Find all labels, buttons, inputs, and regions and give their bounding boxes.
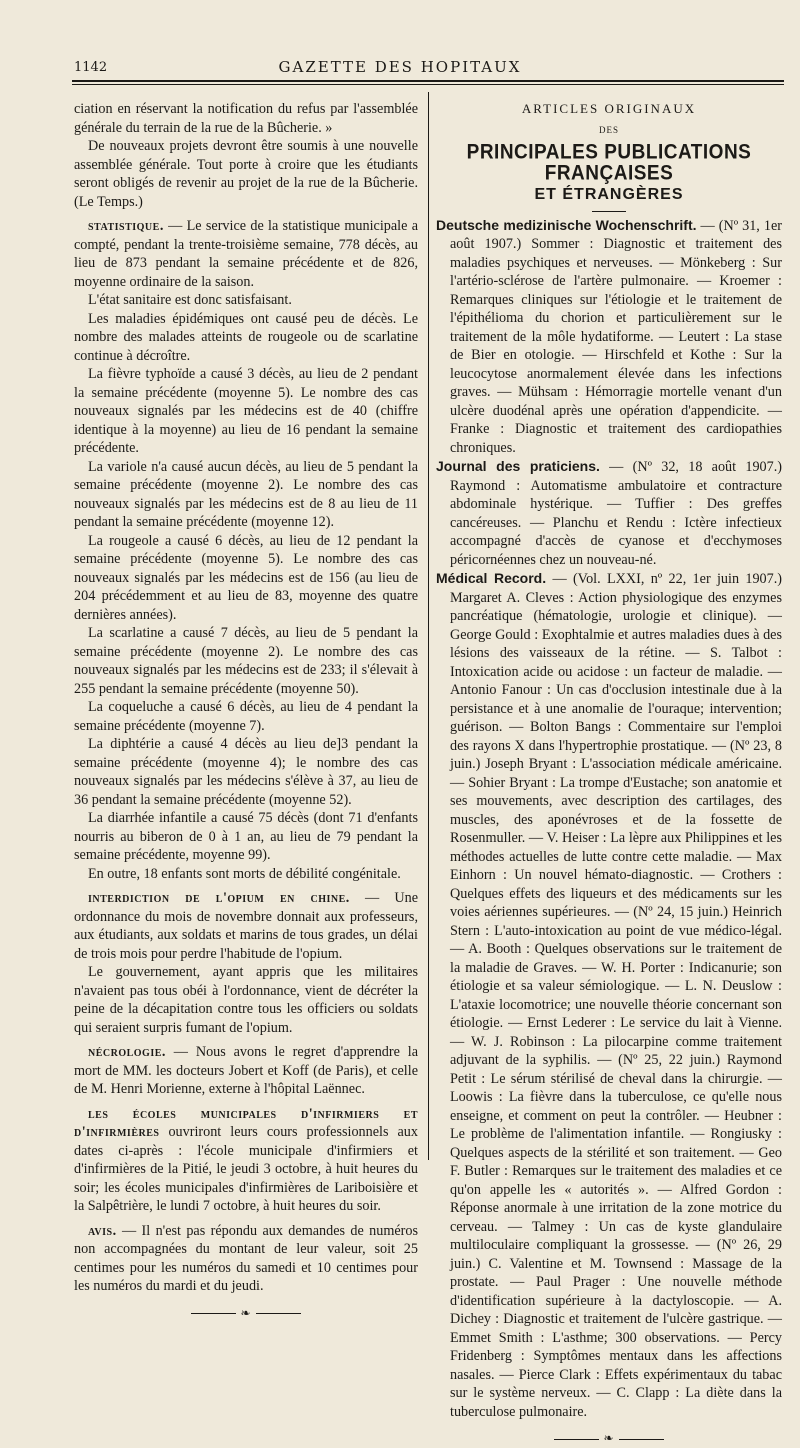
paragraph: L'état sanitaire est donc satisfaisant. [88, 292, 292, 308]
journal-name: Médical Record. [436, 570, 547, 586]
column-divider [428, 92, 429, 1160]
journal-entry: Journal des praticiens. — (Nº 32, 18 août 1907.) Raymond : Automatisme ambulatoire et contracture abdominale hystérique. — Tuffier : Des greffes cancéreuses. — Planchu et Rendu : Ictère infectieux accompagné d'accès de cyanose et d'ecchymoses péricornéennes chez un nouveau-né. [436, 458, 782, 568]
journal-name: Journal des praticiens. [436, 458, 600, 474]
header-rule-thick [72, 80, 784, 82]
section-lead: nécrologie. [88, 1044, 166, 1060]
end-ornament: ❧ [74, 1304, 418, 1323]
right-column [436, 100, 782, 1448]
journal-title: GAZETTE DES HOPITAUX [278, 58, 522, 76]
paragraph: La diarrhée infantile a causé 75 décès (dont 71 d'enfants nourris au biberon de 0 à 1 an, au lieu de 79 pendant la semaine précédente, moyenne 99). [74, 810, 418, 863]
heading-rule [592, 211, 626, 212]
section-lead: interdiction de l'opium en chine. [88, 890, 350, 906]
paragraph: La diphtérie a causé 4 décès au lieu de]3 pendant la semaine précédente (moyenne 4); le nombre des cas nouveaux signalés par les médecins s'élève à 37, au lieu de 36 pendant la semaine précédente (moyenne 52). [74, 736, 418, 808]
paragraph: La variole n'a causé aucun décès, au lieu de 5 pendant la semaine précédente (moyenne 2). Le nombre des cas nouveaux signalés par les médecins est de 8 au lieu de 11 pendant la semaine précédente (moyenne 12). [74, 458, 418, 530]
end-ornament: ❧ [436, 1429, 782, 1448]
opium-section: interdiction de l'opium en chine. — Une ordonnance du mois de novembre donnait aux professeurs, aux étudiants, aux soldats et marins de tous grades, un délai de trois mois pour perdre l'habitude de l'opium. [74, 890, 418, 962]
left-column [74, 100, 418, 1322]
avis-section: avis. — Il n'est pas répondu aux demandes de numéros non accompagnées du montant de leur valeur, soit 25 centimes pour les numéros du samedi et 10 centimes pour les numéros du mardi et du jeudi. [74, 1222, 418, 1294]
paragraph: La fièvre typhoïde a causé 3 décès, au lieu de 2 pendant la semaine précédente (moyenne 5). Le nombre des cas nouveaux signalés par les médecins est de 40 (chiffre identique à la moyenne) au lieu de 16 pendant la semaine précédente. [74, 366, 418, 456]
section-heading-sub: ET ÉTRANGÈRES [534, 186, 684, 203]
paragraph: La coqueluche a causé 6 décès, au lieu de 4 pendant la semaine précédente (moyenne 7). [74, 699, 418, 734]
page-number: 1142 [74, 60, 108, 75]
paragraph: En outre, 18 enfants sont morts de débilité congénitale. [88, 865, 401, 882]
necrologie-section: nécrologie. — Nous avons le regret d'apprendre la mort de MM. les docteurs Jobert et Koff (de Paris), et celle de M. Henri Morienne, externe à l'hôpital Laënnec. [74, 1044, 418, 1097]
paragraph: La rougeole a causé 6 décès, au lieu de 12 pendant la semaine précédente (moyenne 5). Le nombre des cas nouveaux signalés par les médecins est de 156 (au lieu de 204 précédemment et au lieu de 83, moyenne des quatre dernières années). [74, 532, 418, 623]
journal-entry: Médical Record. — (Vol. LXXI, nº 22, 1er juin 1907.) Margaret A. Cleves : Action physiologique des enzymes pancréatique (hématologie, urologie et clinique). — George Gould : Exophtalmie et autres maladies dues à des lésions des vaisseaux de la rétine. — S. Talbot : Intoxication acide ou acidose : un facteur de maladie. — Antonio Fanour : Un cas d'occlusion intestinale due à la persistance et à une anomalie de l'ouraque; intervention; guérison. — Bolton Bangs : Commentaire sur l'emploi des rayons X dans l'hypertrophie prostatique. — (Nº 23, 8 juin.) Joseph Bryant : L'association médicale américaine. — Sohier Bryant : La trompe d'Eustache; son anatomie et ses mouvements, avec description des cartilages, des muscles, des aponévroses et de la fossette de Rosenmuller. — V. Heiser : La lèpre aux Philippines et les méthodes actuelles de lutte contre cette maladie. — Max Einhorn : Un nouvel hémato-diagnostic. — Crothers : Quelques effets des liqueurs et des médicaments sur les voies aériennes supérieures. — (Nº 24, 15 juin.) Heinrich Stern : L'auto-intoxication au point de vue médico-légal. — A. Booth : Quelques observations sur le traitement de la maladie de Graves. — W. H. Porter : Indicanurie; son étiologie et sa valeur sémiologique. — L. N. Deuslow : L'ataxie locomotrice; une nouvelle théorie concernant son étiologie. — Ernst Lederer : Le service du lait à Vienne. — W. J. Robinson : La pilocarpine comme traitement adjuvant de la syphilis. — (Nº 25, 22 juin.) Raymond Petit : Le sérum stérilisé de cheval dans la chirurgie. — Loowis : La fièvre dans la tuberculose, ce qu'elle nous enseigne, et comment on peut la contrôler. — Heubner : Le problème de l'alimentation infantile. — Rongiusky : Quelques aspects de la stérilité et son traitement. — Geo F. Butler : Remarques sur le traitement des maladies et ce qu'on appelle les « autorités ». — Alfred Gordon : Réponse anormale à une irritation de la zone motrice du cerveau. — Talmey : Un cas de kyste glandulaire multiloculaire compliquant la grossesse. — (Nº 26, 29 juin.) C. Valentine et M. Townsend : Massage de la prostate. — Paul Prager : Une nouvelle méthode d'identification supérieure à la dactyloscopie. — A. Dichey : Diagnostic et traitement de l'ulcère gastrique. — Emmet Smith : L'asthme; 300 observations. — Percy Fridenberg : Symptômes mentaux dans les affections nasales. — Pierce Clark : Effets expérimentaux du tabac sur le système nerveux. — C. Clapp : La diète dans la tuberculose pulmonaire. [436, 570, 782, 1420]
section-heading-des: DES [598, 124, 619, 135]
paragraph: Le gouvernement, ayant appris que les militaires n'avaient pas tous obéi à l'ordonnance, vient de décréter la peine de la décapitation contre tous les officiers ou soldats qui seraient surpris fumant de l'opium. [74, 964, 418, 1036]
journal-entry: Deutsche medizinische Wochenschrift. — (Nº 31, 1er août 1907.) Sommer : Diagnostic et traitement des maladies psychiques et nerveuses. — Mönkeberg : Sur l'artério-sclérose de l'artère pulmonaire. — Kroemer : Remarques cliniques sur l'étiologie et le traitement de l'épithélioma du chorion et particulièrement sur le traitement de la môle hydatiforme. — Leutert : La stase de Bier en otologie. — Hirschfeld et Kothe : Sur la leucocytose anormalement élevée dans les infections graves. — Mühsam : Hémorragie mortelle venant d'un ulcère duodénal après une opération d'appendicite. — Franke : Diagnostic et traitement des cardiopathies chroniques. [436, 216, 782, 456]
section-lead: statistique. [88, 218, 164, 234]
journal-name: Deutsche medizinische Wochenschrift. [436, 216, 697, 233]
paragraph: Les maladies épidémiques ont causé peu de décès. Le nombre des malades atteints de rougeole ou de scarlatine continue à décroître. [74, 310, 418, 364]
statistique-section: statistique. — Le service de la statistique municipale a compté, pendant la trente-troisième semaine, 778 décès, au lieu de 873 pendant la semaine précédente et de 826, moyenne ordinaire de la saison. [74, 218, 418, 290]
paragraph: ciation en réservant la notification du refus par l'assemblée générale du terrain de la rue de la Bûcherie. » [74, 101, 418, 136]
section-lead: les écoles municipales d'infirmiers et d'infirmières [74, 1105, 418, 1140]
section-lead: avis. [88, 1222, 117, 1239]
paragraph: De nouveaux projets devront être soumis à une nouvelle assemblée générale. Tout porte à croire que les étudiants seront obligés de revenir au projet de la rue de la Bûcherie. (Le Temps.) [74, 138, 418, 210]
paragraph: La scarlatine a causé 7 décès, au lieu de 5 pendant la semaine précédente (moyenne 2). Le nombre des cas nouveaux signalés par les médecins est de 233; il s'élevait à 255 pendant la semaine précédente (moyenne 50). [74, 625, 418, 697]
header-rule-thin [72, 84, 784, 85]
ecoles-section: les écoles municipales d'infirmiers et d'infirmières ouvriront leurs cours professionnels aux dates ci-après : l'école municipale d'infirmiers et d'infirmières de la Pitié, le jeudi 3 octobre, à huit heures du soir; les écoles municipales d'infirmières de Lariboisière et la Salpêtrière, le lundi 7 octobre, à huit heures du soir. [74, 1105, 418, 1214]
section-heading-main: PRINCIPALES PUBLICATIONS FRANÇAISES [466, 140, 752, 185]
section-heading-small: ARTICLES ORIGINAUX [521, 101, 697, 116]
